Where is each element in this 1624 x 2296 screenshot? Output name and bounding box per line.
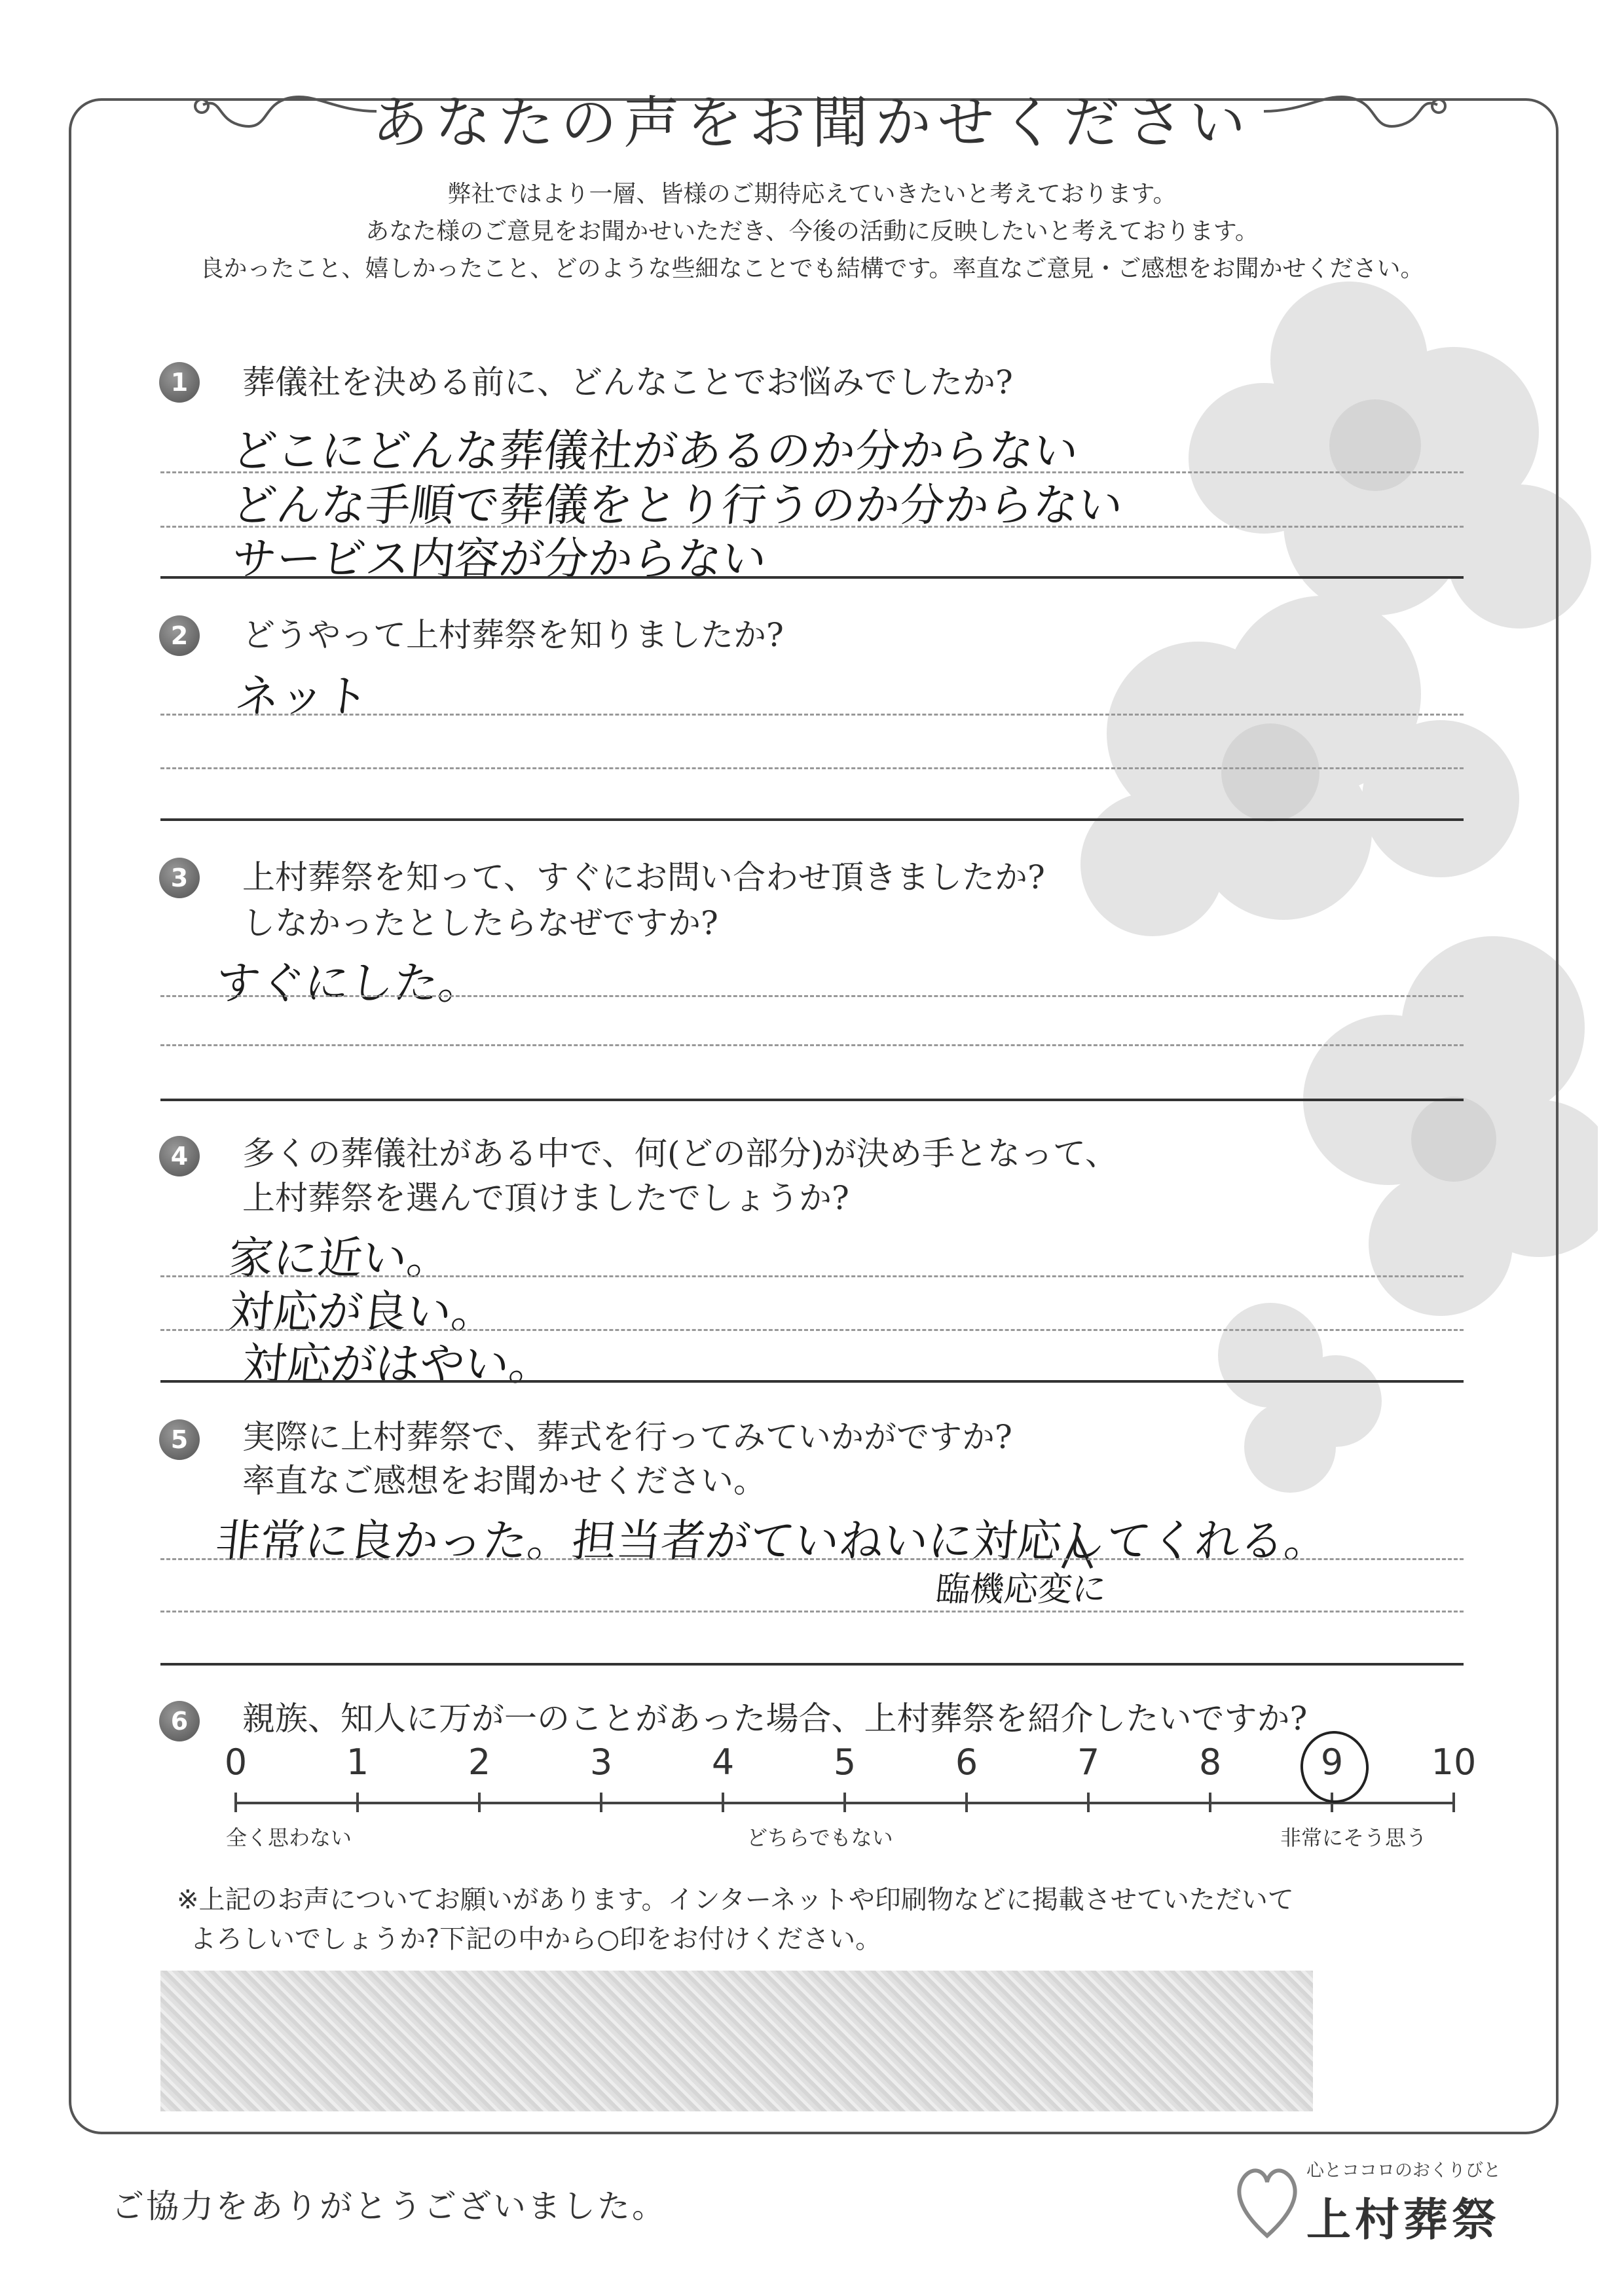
redacted-consent-area [160, 1971, 1313, 2111]
company-logo [1231, 2151, 1532, 2249]
scale-number: 1 [346, 1741, 369, 1783]
note-line: ※上記のお声についてお願いがあります。インターネットや印刷物などに掲載させていただいて [177, 1885, 1294, 1915]
answer-5-line-1: 非常に良かった。担当者がていねいに対応してくれる。 [213, 1516, 1332, 1567]
question-4-line-2: 上村葬祭を選んで頂けましたでしょうか? [242, 1179, 849, 1217]
question-3-line-1: 上村葬祭を知って、すぐにお問い合わせ頂きましたか? [242, 858, 1045, 896]
scale-tick [356, 1793, 359, 1812]
answer-1-line-2: どんな手順で葬儀をとり行うのか分からない [229, 480, 1126, 532]
question-5-line-1: 実際に上村葬祭で、葬式を行ってみていかがですか? [242, 1418, 1012, 1456]
question-1-text: 葬儀社を決める前に、どんなことでお悩みでしたか? [242, 363, 1013, 401]
intro-line: 良かったこと、嬉しかったこと、どのような些細なことでも結構です。率直なご意見・ご感想をお聞かせください。 [200, 255, 1424, 282]
answer-4-line-3: 対応がはやい。 [239, 1339, 557, 1391]
answer-1-line-1: どこにどんな葬儀社があるのか分からない [229, 426, 1081, 477]
scale-number: 2 [468, 1741, 491, 1783]
question-number-badge: 6 [159, 1701, 200, 1741]
question-number-badge: 3 [159, 858, 200, 898]
scale-number: 0 [224, 1741, 248, 1783]
scale-number: 7 [1077, 1741, 1100, 1783]
answer-2-line-1: ネット [232, 671, 372, 723]
answer-rule [160, 1558, 1464, 1560]
question-number-badge: 5 [159, 1419, 200, 1460]
scale-number: 5 [833, 1741, 857, 1783]
scale-number: 10 [1431, 1741, 1477, 1783]
page-title: あなたの声をお聞かせください [372, 90, 1252, 156]
scale-tick [722, 1793, 724, 1812]
question-4-line-1: 多くの葬儀社がある中で、何(どの部分)が決め手となって、 [242, 1135, 1118, 1173]
scale-number: 3 [589, 1741, 613, 1783]
intro-line: 弊社ではより一層、皆様のご期待応えていきたいと考えております。 [447, 181, 1177, 208]
answer-rule [160, 995, 1464, 997]
thank-you-message: ご協力をありがとうございました。 [111, 2187, 667, 2225]
scale-tick [600, 1793, 602, 1812]
scale-number: 8 [1198, 1741, 1222, 1783]
scale-tick [1209, 1793, 1211, 1812]
intro-line: あなた様のご意見をお聞かせいただき、今後の活動に反映したいと考えております。 [365, 218, 1259, 245]
section-divider [160, 576, 1464, 579]
question-2-text: どうやって上村葬祭を知りましたか? [242, 616, 784, 654]
scale-tick [843, 1793, 846, 1812]
answer-rule [160, 767, 1464, 769]
scale-label-low: 全く思わない [226, 1825, 352, 1850]
publication-consent-note [177, 1880, 1294, 1959]
scale-number: 9 [1320, 1741, 1344, 1783]
answer-5-insertion: 臨機応変に [934, 1570, 1109, 1609]
answer-4-line-2: 対応が良い。 [226, 1286, 499, 1338]
answer-rule [160, 714, 1464, 716]
answer-rule [160, 1611, 1464, 1613]
scale-label-mid: どちらでもない [747, 1825, 893, 1850]
scale-tick [478, 1793, 481, 1812]
answer-rule [160, 1044, 1464, 1046]
answer-1-line-3: サービス内容が分からない [229, 534, 769, 585]
section-divider [160, 1099, 1464, 1101]
scale-tick [234, 1793, 237, 1812]
section-divider [160, 818, 1464, 821]
heart-logo-icon [1231, 2157, 1303, 2242]
section-divider [160, 1380, 1464, 1383]
scale-number: 4 [711, 1741, 735, 1783]
question-number-badge: 1 [159, 362, 200, 403]
scale-tick [965, 1793, 968, 1812]
question-5-line-2: 率直なご感想をお聞かせください。 [242, 1462, 766, 1500]
note-line: よろしいでしょうか?下記の中から○印をお付けください。 [190, 1924, 882, 1954]
logo-company-name: 上村葬祭 [1306, 2194, 1501, 2246]
scale-label-high: 非常にそう思う [1280, 1825, 1428, 1850]
question-6-text: 親族、知人に万が一のことがあった場合、上村葬祭を紹介したいですか? [242, 1700, 1308, 1738]
intro-text [0, 175, 1624, 287]
question-number-badge: 2 [159, 615, 200, 656]
scale-tick [1087, 1793, 1090, 1812]
section-divider [160, 1663, 1464, 1666]
question-number-badge: 4 [159, 1136, 200, 1176]
answer-4-line-1: 家に近い。 [226, 1233, 454, 1285]
question-3-line-2: しなかったとしたらなぜですか? [242, 904, 718, 942]
scale-number: 6 [955, 1741, 978, 1783]
answer-3-line-1: すぐにした。 [213, 958, 486, 1010]
recommendation-scale [224, 1741, 1477, 1853]
logo-tagline: 心とココロのおくりびと [1306, 2160, 1501, 2181]
scale-tick [1452, 1793, 1455, 1812]
